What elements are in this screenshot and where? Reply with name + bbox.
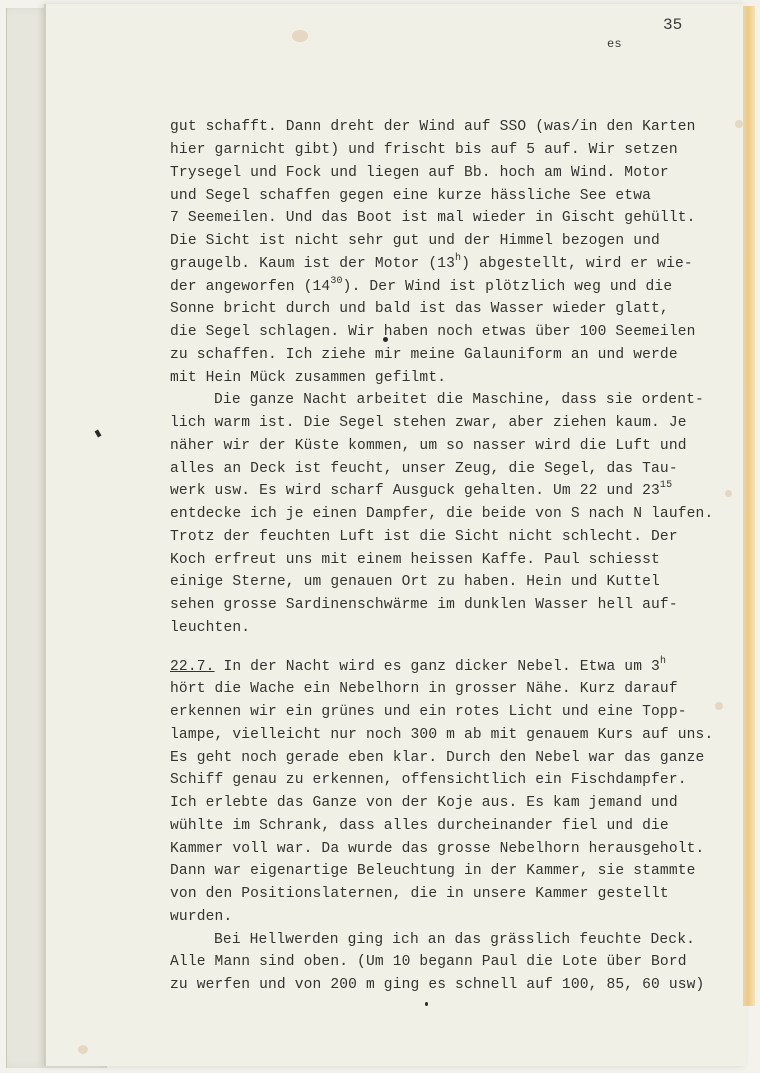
text-line (170, 838, 750, 861)
text-line (170, 792, 750, 815)
text-line (170, 412, 750, 435)
text-line (170, 656, 750, 679)
text-run: Kammer voll war. Da wurde das grosse Nebelhorn herausgeholt. (170, 840, 705, 857)
paragraph-p3 (170, 656, 750, 929)
text-run: gut schafft. Dann dreht der Wind auf SSO (was/in den Karten (170, 119, 696, 136)
time-superscript: h (455, 252, 462, 264)
text-run: Koch erfreut uns mit einem heissen Kaffe. Paul schiesst (170, 551, 660, 568)
text-line (170, 185, 750, 208)
text-line (170, 344, 750, 367)
text-line (170, 503, 750, 526)
text-line (170, 769, 750, 792)
text-run: zu werfen und von 200 m ging es schnell auf 100, 85, 60 usw) (170, 977, 705, 993)
text-run: der angeworfen (14 (170, 278, 331, 295)
text-run: Bei Hellwerden ging ich an das grässlich feuchte Deck. (214, 931, 696, 948)
text-run: Alle Mann sind oben. (Um 10 begann Paul die Lote über Bord (170, 954, 687, 971)
text-line (170, 298, 750, 321)
entry-date: 22.7. (170, 658, 215, 675)
text-line (170, 480, 750, 503)
text-line (170, 571, 750, 594)
text-run: Schiff genau zu erkennen, offensichtlich ein Fischdampfer. (170, 772, 687, 789)
insertion-mark: es (607, 37, 622, 51)
stain (78, 1045, 88, 1054)
text-line (170, 458, 750, 481)
text-run: 7 Seemeilen. Und das Boot ist mal wieder in Gischt gehüllt. (170, 210, 696, 227)
text-line (170, 162, 750, 185)
text-run: wurden. (170, 908, 233, 925)
text-line (170, 253, 750, 276)
paragraph-p4 (170, 929, 750, 997)
time-superscript: 30 (330, 275, 343, 287)
text-run: von den Positionslaternen, die in unsere Kammer gestellt (170, 886, 669, 902)
text-run: In der Nacht wird es ganz dicker Nebel. Etwa um 3 (214, 658, 660, 675)
text-run: hier garnicht gibt) und frischt bis auf 5 auf. Wir setzen (170, 142, 678, 158)
text-run: Ich erlebte das Ganze von der Koje aus. Es kam jemand und (170, 795, 678, 811)
text-line (170, 701, 750, 724)
text-line (170, 617, 750, 640)
body-text (170, 37, 750, 997)
text-line (170, 747, 750, 770)
text-line (170, 951, 750, 974)
text-run: sehen grosse Sardinenschwärme im dunklen Wasser hell auf- (170, 597, 678, 613)
text-run: Trysegel und Fock und liegen auf Bb. hoch am Wind. Motor (170, 164, 669, 181)
text-line (170, 230, 750, 253)
text-line (170, 276, 750, 299)
text-run: zu schaffen. Ich ziehe mir meine Galauniform an und werde (170, 346, 678, 363)
text-line (170, 526, 750, 549)
text-line (170, 929, 750, 952)
text-line (170, 883, 750, 906)
page-number: 35 (663, 16, 683, 34)
text-line (170, 594, 750, 617)
text-line (170, 321, 750, 344)
text-run: werk usw. Es wird scharf Ausguck gehalten. Um 22 und 23 (170, 483, 660, 500)
text-run: erkennen wir ein grünes und ein rotes Licht und eine Topp- (170, 704, 687, 720)
text-line (170, 116, 750, 139)
text-run: wühlte im Schrank, dass alles durcheinander fiel und die (170, 817, 669, 834)
text-run: Dann war eigenartige Beleuchtung in der Kammer, sie stammte (170, 863, 696, 880)
text-line (170, 724, 750, 747)
paragraph-p1 (170, 116, 750, 389)
text-line (170, 389, 750, 412)
text-line (170, 435, 750, 458)
text-run: die Segel schlagen. Wir haben noch etwas über 100 Seemeilen (170, 324, 696, 340)
text-run: Sonne bricht durch und bald ist das Wasser wieder glatt, (170, 301, 669, 318)
text-line (170, 207, 750, 230)
text-run: lampe, vielleicht nur noch 300 m ab mit genauem Kurs auf uns. (170, 726, 714, 743)
text-line (170, 549, 750, 572)
text-line (170, 974, 750, 997)
text-line (170, 815, 750, 838)
stain (292, 30, 308, 42)
text-run: ). Der Wind ist plötzlich weg und die (342, 278, 673, 295)
text-run: graugelb. Kaum ist der Motor (13 (170, 255, 456, 272)
paragraph-p2 (170, 389, 750, 639)
text-run: einige Sterne, um genauen Ort zu haben. Hein und Kuttel (170, 574, 660, 591)
time-superscript: 15 (659, 480, 673, 492)
text-run: Die ganze Nacht arbeitet die Maschine, dass sie ordent- (214, 392, 704, 409)
text-line (170, 139, 750, 162)
text-run: näher wir der Küste kommen, um so nasser wird die Luft und (170, 437, 687, 454)
text-run: alles an Deck ist feucht, unser Zeug, die Segel, das Tau- (170, 460, 678, 477)
paragraph-gap (170, 640, 750, 656)
ink-speck (425, 1002, 428, 1006)
text-run: Trotz der feuchten Luft ist die Sicht nicht schlecht. Der (170, 528, 678, 545)
text-run: hört die Wache ein Nebelhorn in grosser Nähe. Kurz darauf (170, 681, 678, 698)
time-superscript: h (659, 655, 667, 667)
text-line (170, 367, 750, 390)
text-run: entdecke ich je einen Dampfer, die beide von S nach N laufen. (170, 506, 714, 522)
text-run: leuchten. (170, 619, 251, 636)
text-run: und Segel schaffen gegen eine kurze hässliche See etwa (170, 187, 652, 204)
text-line (170, 678, 750, 701)
text-run: lich warm ist. Die Segel stehen zwar, aber ziehen kaum. Je (170, 415, 687, 431)
text-run: mit Hein Mück zusammen gefilmt. (170, 369, 447, 386)
text-run: Es geht noch gerade eben klar. Durch den Nebel war das ganze (170, 749, 705, 766)
text-run: ) abgestellt, wird er wie- (461, 255, 693, 272)
text-run: Die Sicht ist nicht sehr gut und der Himmel bezogen und (170, 233, 660, 249)
text-line (170, 860, 750, 883)
text-line (170, 906, 750, 929)
